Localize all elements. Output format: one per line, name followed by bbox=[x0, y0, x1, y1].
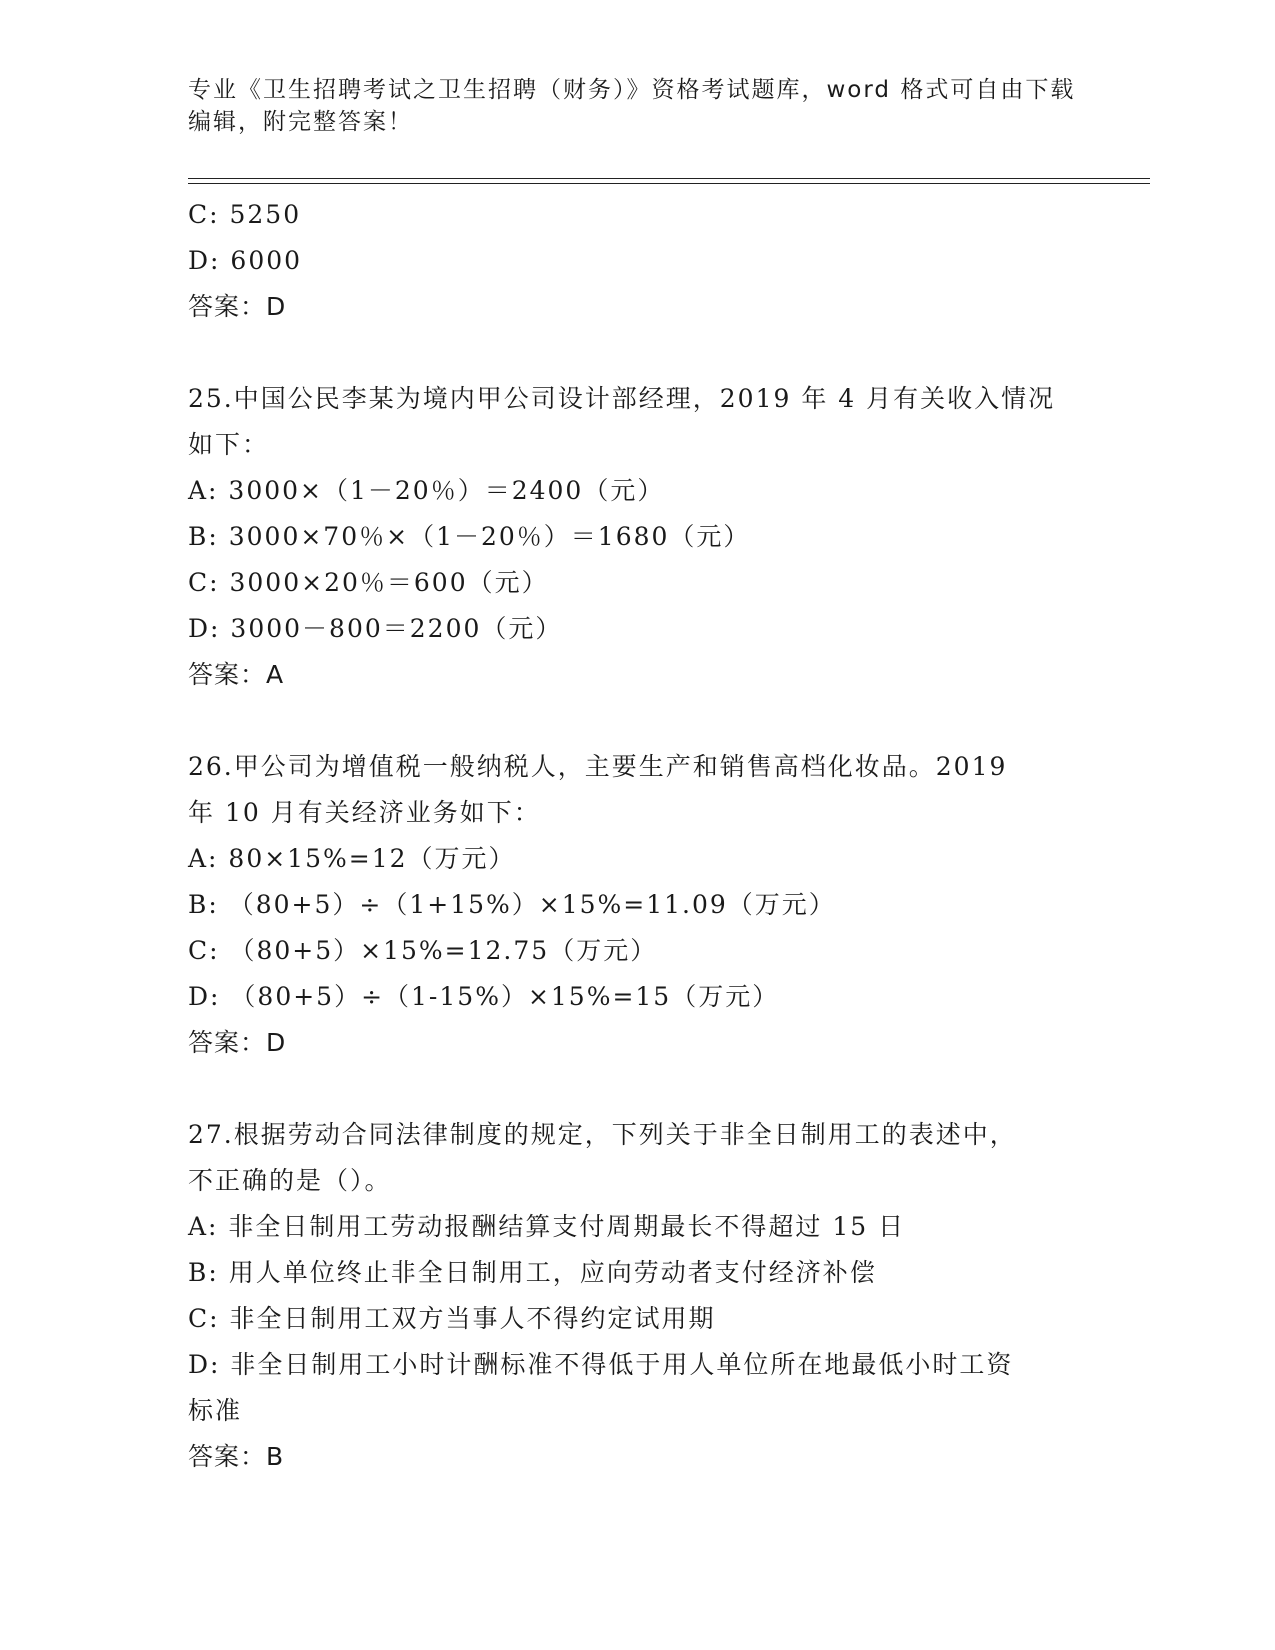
spacer bbox=[188, 330, 1088, 376]
question-stem-cont: 如下： bbox=[188, 430, 270, 459]
option-b: B: 用人单位终止非全日制用工，应向劳动者支付经济补偿 bbox=[188, 1258, 877, 1287]
answer-line: 答案：D bbox=[188, 292, 287, 321]
header-divider-bottom bbox=[188, 183, 1150, 184]
spacer bbox=[188, 698, 1088, 744]
question-stem: 26.甲公司为增值税一般纳税人，主要生产和销售高档化妆品。2019 bbox=[188, 752, 1008, 781]
question-stem: 25.中国公民李某为境内甲公司设计部经理，2019 年 4 月有关收入情况 bbox=[188, 384, 1056, 413]
header-divider-top bbox=[188, 178, 1150, 179]
option-d: D: 3000－800＝2200（元） bbox=[188, 614, 563, 643]
answer-line: 答案：D bbox=[188, 1028, 287, 1057]
spacer bbox=[188, 1066, 1088, 1112]
option-b: B: 3000×70％×（1－20％）＝1680（元） bbox=[188, 522, 751, 551]
option-c: C: （80+5）×15%=12.75（万元） bbox=[188, 936, 658, 965]
option-a: A: 3000×（1－20％）＝2400（元） bbox=[188, 476, 665, 505]
header-line-1: 专业《卫生招聘考试之卫生招聘（财务）》资格考试题库，word 格式可自由下载 bbox=[188, 77, 1076, 103]
option-c: C: 5250 bbox=[188, 200, 302, 229]
option-b: B: （80+5）÷（1+15%）×15%=11.09（万元） bbox=[188, 890, 836, 919]
option-d: D: 6000 bbox=[188, 246, 303, 275]
question-list bbox=[188, 192, 1088, 1480]
question-stem-cont: 不正确的是（）。 bbox=[188, 1166, 392, 1195]
header-line-2: 编辑，附完整答案！ bbox=[188, 109, 413, 135]
question-stem-cont: 年 10 月有关经济业务如下： bbox=[188, 798, 541, 827]
question-block-previous bbox=[188, 192, 1088, 330]
option-d: D: 非全日制用工小时计酬标准不得低于用人单位所在地最低小时工资 bbox=[188, 1350, 1014, 1379]
question-25 bbox=[188, 376, 1088, 698]
option-c: C: 非全日制用工双方当事人不得约定试用期 bbox=[188, 1304, 716, 1333]
document-header bbox=[188, 74, 1088, 138]
option-a: A: 非全日制用工劳动报酬结算支付周期最长不得超过 15 日 bbox=[188, 1212, 906, 1241]
option-d: D: （80+5）÷（1-15%）×15%=15（万元） bbox=[188, 982, 780, 1011]
question-27 bbox=[188, 1112, 1088, 1480]
option-d-cont: 标准 bbox=[188, 1396, 243, 1425]
answer-line: 答案：A bbox=[188, 660, 285, 689]
option-c: C: 3000×20％＝600（元） bbox=[188, 568, 549, 597]
answer-line: 答案：B bbox=[188, 1442, 285, 1471]
question-26 bbox=[188, 744, 1088, 1066]
option-a: A: 80×15%=12（万元） bbox=[188, 844, 516, 873]
question-stem: 27.根据劳动合同法律制度的规定，下列关于非全日制用工的表述中， bbox=[188, 1120, 1017, 1149]
